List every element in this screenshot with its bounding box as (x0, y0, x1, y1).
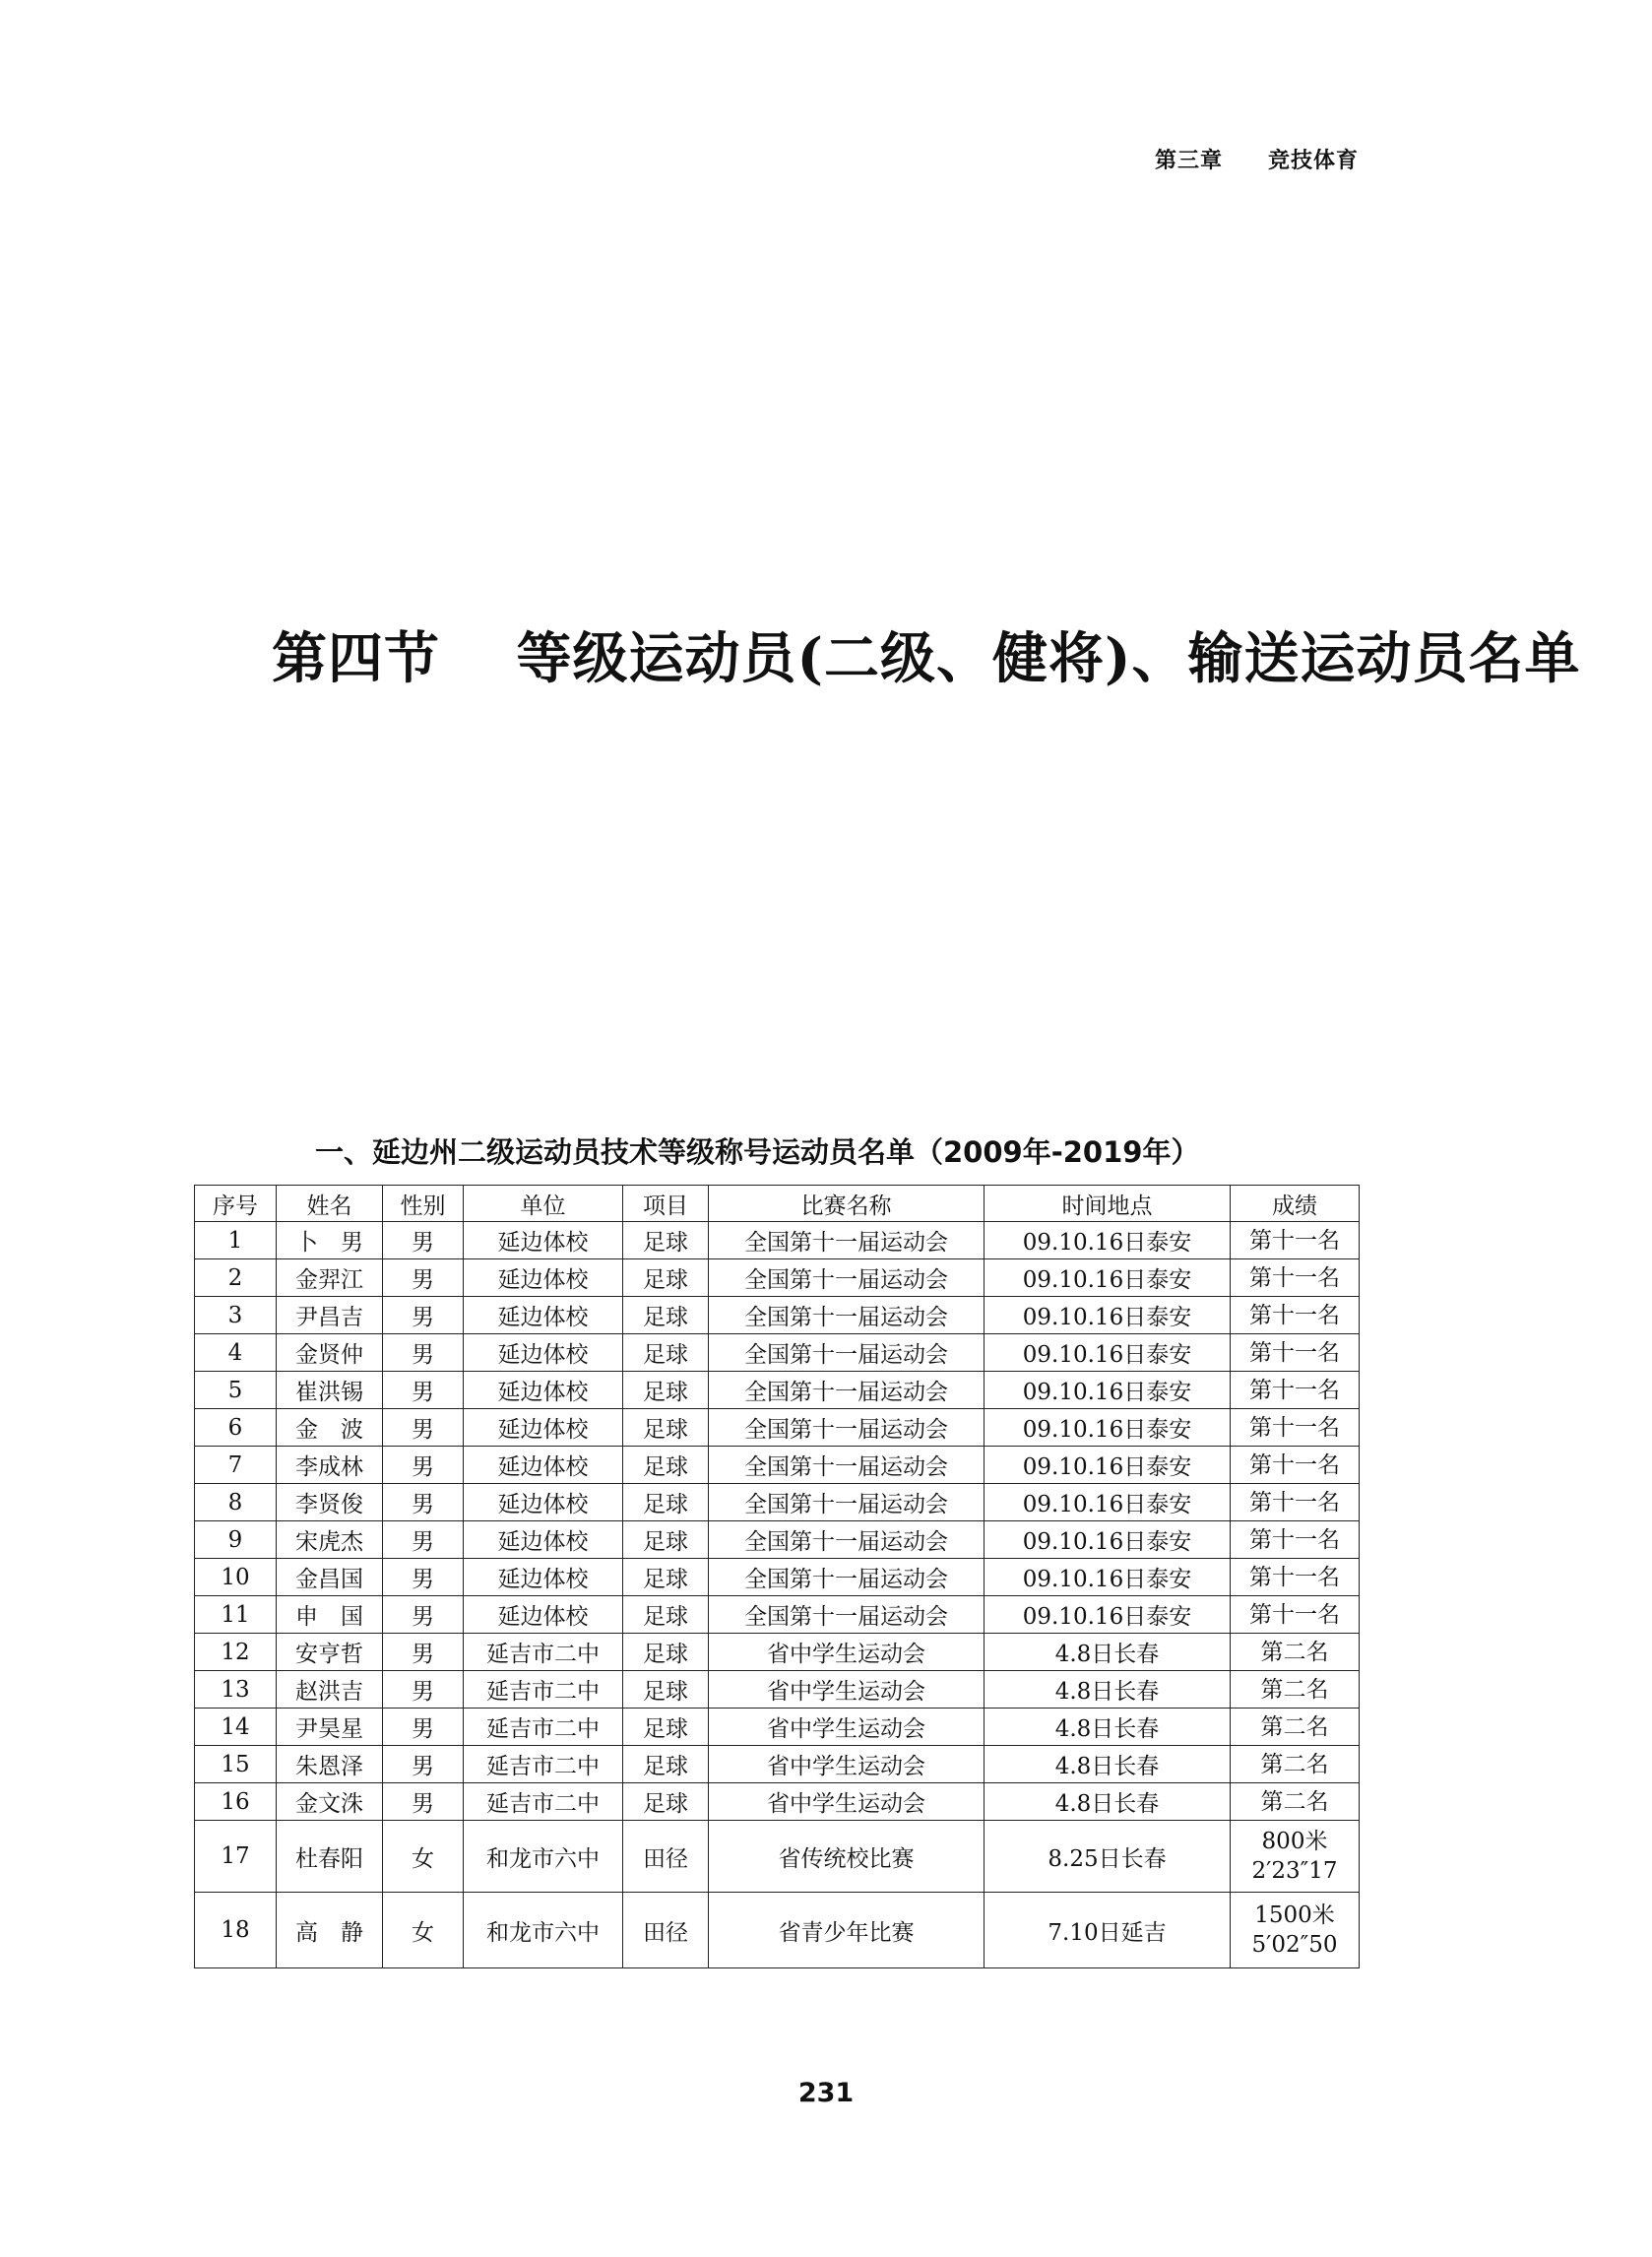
cell-competition: 全国第十一届运动会 (709, 1596, 985, 1634)
cell-gender: 男 (383, 1447, 464, 1484)
cell-time-place: 4.8日长春 (985, 1634, 1231, 1671)
cell-name: 申 国 (277, 1596, 383, 1634)
result-line: 5′02″50 (1251, 1932, 1338, 1958)
cell-competition: 省中学生运动会 (709, 1709, 985, 1746)
cell-gender: 男 (383, 1559, 464, 1596)
result-line: 第十一名 (1249, 1414, 1340, 1441)
cell-name: 崔洪锡 (277, 1372, 383, 1409)
result-line: 第十一名 (1249, 1227, 1340, 1254)
cell-time-place: 09.10.16日泰安 (985, 1596, 1231, 1634)
cell-competition: 省传统校比赛 (709, 1821, 985, 1893)
cell-time-place: 09.10.16日泰安 (985, 1222, 1231, 1259)
cell-event: 足球 (623, 1259, 709, 1297)
result-line: 第十一名 (1249, 1302, 1340, 1328)
cell-time-place: 09.10.16日泰安 (985, 1259, 1231, 1297)
table-row (195, 1783, 1360, 1821)
cell-name: 宋虎杰 (277, 1521, 383, 1559)
cell-time-place: 09.10.16日泰安 (985, 1409, 1231, 1447)
cell-competition: 全国第十一届运动会 (709, 1372, 985, 1409)
table-row (195, 1484, 1360, 1521)
cell-no: 4 (195, 1334, 277, 1372)
cell-name: 杜春阳 (277, 1821, 383, 1893)
cell-unit: 延边体校 (464, 1596, 623, 1634)
cell-no: 2 (195, 1259, 277, 1297)
cell-gender: 女 (383, 1893, 464, 1968)
cell-time-place: 09.10.16日泰安 (985, 1447, 1231, 1484)
cell-no: 16 (195, 1783, 277, 1821)
cell-gender: 男 (383, 1334, 464, 1372)
cell-result (1231, 1484, 1360, 1521)
cell-result (1231, 1409, 1360, 1447)
cell-unit: 延边体校 (464, 1297, 623, 1334)
result-line: 第十一名 (1249, 1526, 1340, 1553)
cell-competition: 省中学生运动会 (709, 1671, 985, 1709)
table-row (195, 1821, 1360, 1893)
column-header-result: 成绩 (1231, 1186, 1360, 1222)
cell-unit: 和龙市六中 (464, 1821, 623, 1893)
cell-time-place: 4.8日长春 (985, 1746, 1231, 1783)
cell-time-place: 4.8日长春 (985, 1783, 1231, 1821)
cell-time-place: 09.10.16日泰安 (985, 1484, 1231, 1521)
result-line: 2′23″17 (1251, 1858, 1338, 1884)
cell-event: 足球 (623, 1596, 709, 1634)
cell-no: 3 (195, 1297, 277, 1334)
cell-name: 朱恩泽 (277, 1746, 383, 1783)
cell-unit: 延吉市二中 (464, 1746, 623, 1783)
result-line: 第十一名 (1249, 1451, 1340, 1478)
cell-no: 11 (195, 1596, 277, 1634)
cell-event: 足球 (623, 1559, 709, 1596)
cell-no: 15 (195, 1746, 277, 1783)
table-row (195, 1334, 1360, 1372)
cell-result (1231, 1893, 1360, 1968)
cell-gender: 男 (383, 1596, 464, 1634)
cell-unit: 延边体校 (464, 1259, 623, 1297)
cell-unit: 延吉市二中 (464, 1634, 623, 1671)
cell-unit: 延边体校 (464, 1521, 623, 1559)
cell-gender: 男 (383, 1409, 464, 1447)
cell-name: 李成林 (277, 1447, 383, 1484)
cell-event: 足球 (623, 1409, 709, 1447)
cell-name: 金文洙 (277, 1783, 383, 1821)
table-body (195, 1222, 1360, 1968)
cell-unit: 延边体校 (464, 1559, 623, 1596)
cell-gender: 男 (383, 1521, 464, 1559)
cell-time-place: 09.10.16日泰安 (985, 1559, 1231, 1596)
cell-gender: 男 (383, 1746, 464, 1783)
cell-competition: 省中学生运动会 (709, 1634, 985, 1671)
cell-competition: 全国第十一届运动会 (709, 1447, 985, 1484)
cell-name: 金昌国 (277, 1559, 383, 1596)
cell-result (1231, 1746, 1360, 1783)
running-header: 第三章 竞技体育 (1154, 149, 1359, 173)
cell-result (1231, 1297, 1360, 1334)
cell-name: 金贤仲 (277, 1334, 383, 1372)
result-line: 1500米 (1254, 1902, 1335, 1928)
cell-no: 13 (195, 1671, 277, 1709)
table-row (195, 1634, 1360, 1671)
cell-name: 卜 男 (277, 1222, 383, 1259)
cell-event: 足球 (623, 1372, 709, 1409)
cell-result (1231, 1596, 1360, 1634)
cell-competition: 全国第十一届运动会 (709, 1559, 985, 1596)
cell-name: 金 波 (277, 1409, 383, 1447)
cell-unit: 延边体校 (464, 1409, 623, 1447)
cell-unit: 延边体校 (464, 1484, 623, 1521)
cell-unit: 延边体校 (464, 1447, 623, 1484)
cell-competition: 全国第十一届运动会 (709, 1259, 985, 1297)
cell-unit: 延吉市二中 (464, 1709, 623, 1746)
cell-name: 赵洪吉 (277, 1671, 383, 1709)
cell-result (1231, 1821, 1360, 1893)
cell-event: 足球 (623, 1671, 709, 1709)
table-row (195, 1521, 1360, 1559)
table-row (195, 1746, 1360, 1783)
cell-no: 14 (195, 1709, 277, 1746)
cell-competition: 全国第十一届运动会 (709, 1484, 985, 1521)
cell-unit: 延边体校 (464, 1222, 623, 1259)
cell-unit: 延边体校 (464, 1372, 623, 1409)
cell-result (1231, 1634, 1360, 1671)
cell-name: 安亨哲 (277, 1634, 383, 1671)
cell-unit: 和龙市六中 (464, 1893, 623, 1968)
cell-time-place: 09.10.16日泰安 (985, 1297, 1231, 1334)
cell-gender: 男 (383, 1372, 464, 1409)
cell-no: 7 (195, 1447, 277, 1484)
cell-event: 足球 (623, 1521, 709, 1559)
cell-name: 高 静 (277, 1893, 383, 1968)
table-header-row (195, 1186, 1360, 1222)
cell-name: 尹昊星 (277, 1709, 383, 1746)
cell-competition: 省中学生运动会 (709, 1783, 985, 1821)
section-title: 第四节 等级运动员(二级、健将)、输送运动员名单 (272, 626, 1581, 691)
table-row (195, 1372, 1360, 1409)
cell-gender: 男 (383, 1297, 464, 1334)
result-line: 第十一名 (1249, 1601, 1340, 1628)
cell-time-place: 4.8日长春 (985, 1709, 1231, 1746)
cell-no: 9 (195, 1521, 277, 1559)
cell-competition: 省中学生运动会 (709, 1746, 985, 1783)
result-line: 第二名 (1260, 1788, 1329, 1815)
table-row (195, 1596, 1360, 1634)
cell-result (1231, 1259, 1360, 1297)
cell-no: 10 (195, 1559, 277, 1596)
cell-result (1231, 1559, 1360, 1596)
table-caption: 一、延边州二级运动员技术等级称号运动员名单（2009年-2019年） (315, 1135, 1200, 1169)
table-row (195, 1559, 1360, 1596)
cell-competition: 省青少年比赛 (709, 1893, 985, 1968)
cell-competition: 全国第十一届运动会 (709, 1297, 985, 1334)
table-row (195, 1671, 1360, 1709)
cell-time-place: 4.8日长春 (985, 1671, 1231, 1709)
cell-competition: 全国第十一届运动会 (709, 1521, 985, 1559)
cell-result (1231, 1671, 1360, 1709)
cell-gender: 男 (383, 1484, 464, 1521)
cell-event: 足球 (623, 1334, 709, 1372)
cell-unit: 延边体校 (464, 1334, 623, 1372)
cell-time-place: 7.10日延吉 (985, 1893, 1231, 1968)
cell-time-place: 8.25日长春 (985, 1821, 1231, 1893)
cell-result (1231, 1783, 1360, 1821)
result-line: 第十一名 (1249, 1377, 1340, 1403)
table-row (195, 1409, 1360, 1447)
column-header-unit: 单位 (464, 1186, 623, 1222)
column-header-event: 项目 (623, 1186, 709, 1222)
cell-no: 5 (195, 1372, 277, 1409)
table-row (195, 1259, 1360, 1297)
cell-gender: 男 (383, 1671, 464, 1709)
cell-event: 足球 (623, 1447, 709, 1484)
cell-time-place: 09.10.16日泰安 (985, 1334, 1231, 1372)
result-line: 第十一名 (1249, 1489, 1340, 1515)
column-header-gender: 性别 (383, 1186, 464, 1222)
cell-no: 6 (195, 1409, 277, 1447)
cell-event: 足球 (623, 1634, 709, 1671)
result-line: 第十一名 (1249, 1339, 1340, 1366)
cell-gender: 男 (383, 1259, 464, 1297)
table-row (195, 1893, 1360, 1968)
athlete-roster-table (194, 1185, 1360, 1968)
cell-event: 田径 (623, 1821, 709, 1893)
cell-competition: 全国第十一届运动会 (709, 1334, 985, 1372)
result-line: 第二名 (1260, 1676, 1329, 1703)
cell-no: 8 (195, 1484, 277, 1521)
cell-gender: 男 (383, 1783, 464, 1821)
cell-time-place: 09.10.16日泰安 (985, 1372, 1231, 1409)
table-row (195, 1297, 1360, 1334)
result-line: 第二名 (1260, 1639, 1329, 1665)
cell-unit: 延吉市二中 (464, 1783, 623, 1821)
column-header-time-place: 时间地点 (985, 1186, 1231, 1222)
cell-event: 田径 (623, 1893, 709, 1968)
column-header-no: 序号 (195, 1186, 277, 1222)
column-header-competition: 比赛名称 (709, 1186, 985, 1222)
cell-result (1231, 1447, 1360, 1484)
cell-competition: 全国第十一届运动会 (709, 1222, 985, 1259)
result-line: 第二名 (1260, 1751, 1329, 1777)
cell-result (1231, 1709, 1360, 1746)
cell-no: 17 (195, 1821, 277, 1893)
cell-gender: 男 (383, 1709, 464, 1746)
cell-name: 李贤俊 (277, 1484, 383, 1521)
cell-name: 尹昌吉 (277, 1297, 383, 1334)
page-number: 231 (797, 2078, 855, 2108)
table-row (195, 1709, 1360, 1746)
cell-no: 18 (195, 1893, 277, 1968)
cell-result (1231, 1521, 1360, 1559)
cell-result (1231, 1222, 1360, 1259)
cell-event: 足球 (623, 1709, 709, 1746)
cell-gender: 男 (383, 1222, 464, 1259)
result-line: 第十一名 (1249, 1264, 1340, 1291)
cell-event: 足球 (623, 1783, 709, 1821)
cell-event: 足球 (623, 1297, 709, 1334)
result-line: 800米 (1261, 1829, 1328, 1854)
table-row (195, 1447, 1360, 1484)
cell-event: 足球 (623, 1746, 709, 1783)
cell-event: 足球 (623, 1222, 709, 1259)
cell-no: 12 (195, 1634, 277, 1671)
result-line: 第二名 (1260, 1713, 1329, 1740)
cell-unit: 延吉市二中 (464, 1671, 623, 1709)
result-line: 第十一名 (1249, 1564, 1340, 1590)
cell-competition: 全国第十一届运动会 (709, 1409, 985, 1447)
cell-time-place: 09.10.16日泰安 (985, 1521, 1231, 1559)
cell-result (1231, 1334, 1360, 1372)
table-row (195, 1222, 1360, 1259)
cell-result (1231, 1372, 1360, 1409)
cell-no: 1 (195, 1222, 277, 1259)
cell-gender: 女 (383, 1821, 464, 1893)
cell-event: 足球 (623, 1484, 709, 1521)
column-header-name: 姓名 (277, 1186, 383, 1222)
cell-name: 金羿江 (277, 1259, 383, 1297)
cell-gender: 男 (383, 1634, 464, 1671)
